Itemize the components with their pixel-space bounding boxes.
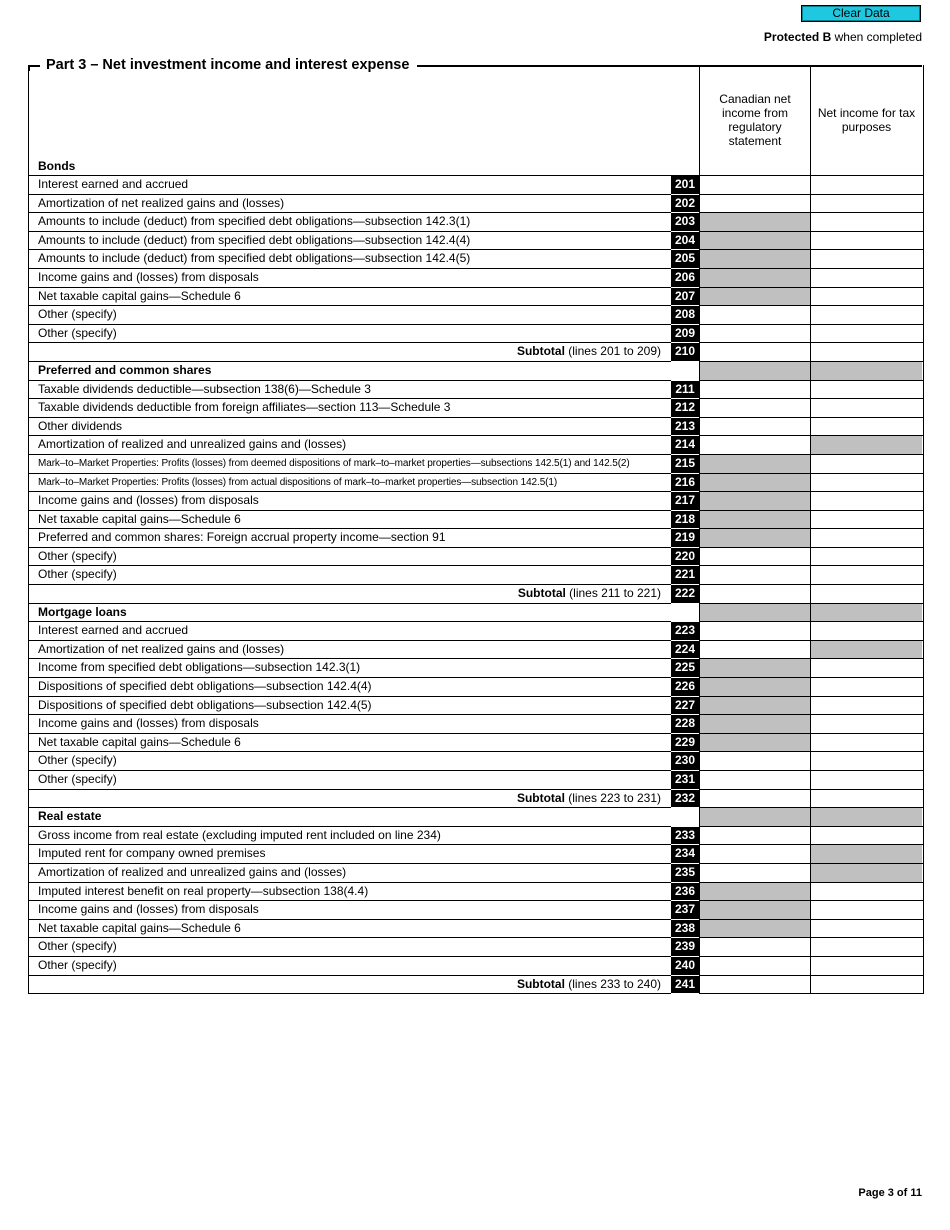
line-number: 232 — [671, 790, 699, 809]
line-label: Other (specify) — [38, 548, 117, 563]
input-regulatory-amount[interactable] — [699, 752, 810, 770]
section-heading-bonds: Bonds — [38, 159, 76, 173]
shaded-cell-tax — [810, 641, 922, 659]
shaded-cell-tax — [810, 604, 922, 622]
table-row — [29, 901, 923, 920]
input-tax-amount[interactable] — [810, 938, 922, 956]
shaded-cell-regulatory — [699, 455, 810, 473]
input-regulatory-amount[interactable] — [699, 845, 810, 863]
input-tax-amount[interactable] — [810, 678, 922, 696]
line-number: 225 — [671, 659, 699, 678]
table-row — [29, 269, 923, 288]
input-tax-amount[interactable] — [810, 697, 922, 715]
input-tax-amount[interactable] — [810, 474, 922, 492]
subtotal-label — [29, 790, 671, 808]
input-tax-amount[interactable] — [810, 306, 922, 324]
line-number: 226 — [671, 678, 699, 697]
table-row — [29, 418, 923, 437]
input-tax-amount[interactable] — [810, 585, 922, 603]
shaded-cell-regulatory — [699, 604, 810, 622]
shaded-cell-regulatory — [699, 920, 810, 938]
section-heading: Preferred and common shares — [38, 362, 212, 377]
line-number: 208 — [671, 306, 699, 325]
input-regulatory-amount[interactable] — [699, 195, 810, 213]
table-row — [29, 381, 923, 400]
line-number: 206 — [671, 269, 699, 288]
input-tax-amount[interactable] — [810, 529, 922, 547]
shaded-cell-tax — [810, 436, 922, 454]
line-label: Net taxable capital gains—Schedule 6 — [38, 734, 241, 749]
shaded-cell-regulatory — [699, 232, 810, 250]
line-number: 207 — [671, 288, 699, 307]
line-label: Mark–to–Market Properties: Profits (losses) from actual dispositions of mark–to–market properties—subsection 142.5(1) — [38, 476, 558, 488]
shaded-cell-regulatory — [699, 362, 810, 380]
table-row — [29, 864, 923, 883]
shaded-cell-regulatory — [699, 529, 810, 547]
line-label: Gross income from real estate (excluding imputed rent included on line 234) — [38, 827, 441, 842]
shaded-cell-regulatory — [699, 269, 810, 287]
table-row — [29, 957, 923, 976]
input-regulatory-amount[interactable] — [699, 418, 810, 436]
line-number: 224 — [671, 641, 699, 660]
page-number: Page 3 of 11 — [858, 1187, 922, 1199]
section-heading: Mortgage loans — [38, 604, 127, 619]
subtotal-row — [29, 585, 923, 604]
part-title — [28, 56, 922, 76]
subtotal-row — [29, 976, 923, 995]
line-number: 222 — [671, 585, 699, 604]
line-number: 203 — [671, 213, 699, 232]
input-tax-amount[interactable] — [810, 250, 922, 268]
line-number: 209 — [671, 325, 699, 344]
input-regulatory-amount[interactable] — [699, 325, 810, 343]
table-row — [29, 250, 923, 269]
line-number: 205 — [671, 250, 699, 269]
input-tax-amount[interactable] — [810, 213, 922, 231]
subtotal-range: (lines 223 to 231) — [564, 790, 661, 805]
line-label: Other (specify) — [38, 772, 117, 786]
table-row — [29, 883, 923, 902]
shaded-cell-tax — [810, 362, 922, 380]
protected-label: Protected B — [763, 30, 832, 44]
input-tax-amount[interactable] — [810, 232, 922, 250]
line-number: 212 — [671, 399, 699, 418]
line-number: 201 — [671, 176, 699, 195]
line-label: Dispositions of specified debt obligations—subsection 142.4(4) — [38, 679, 372, 694]
input-tax-amount[interactable] — [810, 920, 922, 938]
shaded-cell-regulatory — [699, 734, 810, 752]
subtotal-range: (lines 233 to 240) — [564, 976, 661, 991]
section-heading-row — [29, 362, 923, 381]
input-tax-amount[interactable] — [810, 752, 922, 770]
input-tax-amount[interactable] — [810, 418, 922, 436]
subtotal-bold: Subtotal — [517, 586, 566, 601]
line-label: Income gains and (losses) from disposals — [38, 269, 259, 284]
input-regulatory-amount[interactable] — [699, 957, 810, 975]
shaded-cell-regulatory — [699, 250, 810, 268]
section-heading-row — [29, 808, 923, 827]
protected-notice — [764, 30, 922, 44]
input-regulatory-amount[interactable] — [699, 771, 810, 789]
line-number: 239 — [671, 938, 699, 957]
column-header-regulatory: Canadian net income from regulatory statement — [699, 65, 810, 175]
input-tax-amount[interactable] — [810, 195, 922, 213]
line-number: 228 — [671, 715, 699, 734]
line-label: Dispositions of specified debt obligations—subsection 142.4(5) — [38, 697, 372, 712]
input-tax-amount[interactable] — [810, 715, 922, 733]
input-regulatory-amount[interactable] — [699, 622, 810, 640]
input-tax-amount[interactable] — [810, 790, 922, 808]
table-row — [29, 195, 923, 214]
subtotal-bold: Subtotal — [516, 976, 565, 991]
input-tax-amount[interactable] — [810, 734, 922, 752]
line-number: 211 — [671, 381, 699, 400]
table-row — [29, 641, 923, 660]
input-regulatory-amount[interactable] — [699, 790, 810, 808]
shaded-cell-regulatory — [699, 883, 810, 901]
input-regulatory-amount[interactable] — [699, 176, 810, 194]
line-label: Imputed interest benefit on real property—subsection 138(4.4) — [38, 883, 369, 898]
table-row — [29, 734, 923, 753]
input-regulatory-amount[interactable] — [699, 306, 810, 324]
input-regulatory-amount[interactable] — [699, 827, 810, 845]
line-label: Imputed rent for company owned premises — [38, 846, 266, 861]
input-tax-amount[interactable] — [810, 176, 922, 194]
line-number: 216 — [671, 474, 699, 493]
input-tax-amount[interactable] — [810, 901, 922, 919]
line-label: Taxable dividends deductible—subsection 138(6)—Schedule 3 — [38, 381, 371, 396]
shaded-cell-regulatory — [699, 492, 810, 510]
table-row — [29, 288, 923, 307]
shaded-cell-tax — [810, 864, 922, 882]
input-regulatory-amount[interactable] — [699, 343, 810, 361]
input-tax-amount[interactable] — [810, 492, 922, 510]
table-row — [29, 752, 923, 771]
shaded-cell-regulatory — [699, 678, 810, 696]
line-label: Interest earned and accrued — [38, 177, 189, 191]
table-row — [29, 920, 923, 939]
line-number: 234 — [671, 845, 699, 864]
line-label: Other (specify) — [38, 307, 117, 322]
input-tax-amount[interactable] — [810, 399, 922, 417]
line-number: 219 — [671, 529, 699, 548]
input-tax-amount[interactable] — [810, 343, 922, 361]
input-tax-amount[interactable] — [810, 566, 922, 584]
table-row — [29, 474, 923, 493]
line-number: 240 — [671, 957, 699, 976]
line-label: Other (specify) — [38, 939, 117, 954]
line-number: 235 — [671, 864, 699, 883]
subtotal-row — [29, 790, 923, 809]
line-label: Other (specify) — [38, 567, 117, 582]
line-label: Net taxable capital gains—Schedule 6 — [38, 920, 241, 935]
line-label: Amortization of net realized gains and (losses) — [38, 195, 285, 210]
line-label: Other (specify) — [38, 325, 117, 340]
input-regulatory-amount[interactable] — [699, 864, 810, 882]
table-row — [29, 938, 923, 957]
input-regulatory-amount[interactable] — [699, 938, 810, 956]
line-number: 204 — [671, 232, 699, 251]
table-row — [29, 325, 923, 344]
column-header-row — [29, 65, 923, 176]
line-number: 223 — [671, 622, 699, 641]
input-tax-amount[interactable] — [810, 511, 922, 529]
shaded-cell-regulatory — [699, 511, 810, 529]
input-regulatory-amount[interactable] — [699, 976, 810, 994]
line-number: 218 — [671, 511, 699, 530]
section-heading-row — [29, 604, 923, 623]
line-number: 214 — [671, 436, 699, 455]
line-label: Taxable dividends deductible from foreign affiliates—section 113—Schedule 3 — [38, 400, 451, 415]
line-number: 237 — [671, 901, 699, 920]
shaded-cell-tax — [810, 845, 922, 863]
shaded-cell-regulatory — [699, 213, 810, 231]
line-number: 233 — [671, 827, 699, 846]
line-label: Amounts to include (deduct) from specified debt obligations—subsection 142.4(5) — [38, 251, 471, 266]
input-tax-amount[interactable] — [810, 883, 922, 901]
line-label: Other (specify) — [38, 957, 117, 972]
line-label: Net taxable capital gains—Schedule 6 — [38, 288, 241, 303]
input-tax-amount[interactable] — [810, 288, 922, 306]
input-regulatory-amount[interactable] — [699, 399, 810, 417]
clear-data-button[interactable]: Clear Data — [801, 5, 921, 22]
part-3-form — [28, 65, 924, 994]
input-tax-amount[interactable] — [810, 622, 922, 640]
subtotal-range: (lines 211 to 221) — [565, 586, 661, 601]
line-number: 221 — [671, 566, 699, 585]
table-row — [29, 697, 923, 716]
input-tax-amount[interactable] — [810, 827, 922, 845]
line-label: Other (specify) — [38, 753, 117, 768]
subtotal-range: (lines 201 to 209) — [564, 344, 661, 359]
line-label: Interest earned and accrued — [38, 623, 189, 638]
subtotal-label — [29, 976, 671, 994]
input-tax-amount[interactable] — [810, 976, 922, 994]
line-label: Income gains and (losses) from disposals — [38, 716, 259, 731]
line-number: 230 — [671, 752, 699, 771]
subtotal-bold: Subtotal — [516, 790, 565, 805]
part-title-text: Part 3 – Net investment income and interest expense — [40, 56, 417, 74]
line-number: 213 — [671, 418, 699, 437]
line-number: 241 — [671, 976, 699, 995]
table-row — [29, 548, 923, 567]
line-label: Mark–to–Market Properties: Profits (losses) from deemed dispositions of mark–to–market properties—subsections 142.5(1) and 142.5(2) — [38, 457, 630, 469]
line-number: 220 — [671, 548, 699, 567]
input-regulatory-amount[interactable] — [699, 641, 810, 659]
protected-suffix: when completed — [831, 30, 922, 44]
line-label: Income from specified debt obligations—subsection 142.3(1) — [38, 660, 361, 675]
table-row — [29, 213, 923, 232]
line-label: Income gains and (losses) from disposals — [38, 493, 259, 508]
input-tax-amount[interactable] — [810, 455, 922, 473]
input-regulatory-amount[interactable] — [699, 436, 810, 454]
shaded-cell-regulatory — [699, 659, 810, 677]
table-row — [29, 678, 923, 697]
line-label: Amounts to include (deduct) from specified debt obligations—subsection 142.4(4) — [38, 232, 471, 247]
shaded-cell-regulatory — [699, 697, 810, 715]
line-label: Net taxable capital gains—Schedule 6 — [38, 511, 241, 526]
input-regulatory-amount[interactable] — [699, 585, 810, 603]
line-label: Other dividends — [38, 418, 123, 433]
line-number: 231 — [671, 771, 699, 790]
table-row — [29, 715, 923, 734]
line-number: 202 — [671, 195, 699, 214]
input-tax-amount[interactable] — [810, 325, 922, 343]
input-regulatory-amount[interactable] — [699, 381, 810, 399]
shaded-cell-tax — [810, 808, 922, 826]
shaded-cell-regulatory — [699, 288, 810, 306]
table-row — [29, 436, 923, 455]
input-tax-amount[interactable] — [810, 957, 922, 975]
table-row — [29, 492, 923, 511]
input-tax-amount[interactable] — [810, 659, 922, 677]
line-number: 217 — [671, 492, 699, 511]
line-label: Amortization of realized and unrealized gains and (losses) — [38, 864, 347, 879]
table-row — [29, 827, 923, 846]
input-regulatory-amount[interactable] — [699, 566, 810, 584]
shaded-cell-regulatory — [699, 474, 810, 492]
subtotal-label — [29, 585, 671, 603]
line-label: Amounts to include (deduct) from specified debt obligations—subsection 142.3(1) — [38, 214, 471, 229]
shaded-cell-regulatory — [699, 808, 810, 826]
line-number: 229 — [671, 734, 699, 753]
line-label: Amortization of realized and unrealized gains and (losses) — [38, 437, 347, 452]
line-number: 236 — [671, 883, 699, 902]
table-row — [29, 622, 923, 641]
subtotal-bold: Subtotal — [516, 344, 565, 359]
input-regulatory-amount[interactable] — [699, 548, 810, 566]
table-row — [29, 176, 923, 195]
line-number: 215 — [671, 455, 699, 474]
table-row — [29, 232, 923, 251]
shaded-cell-regulatory — [699, 901, 810, 919]
subtotal-row — [29, 343, 923, 362]
line-label: Amortization of net realized gains and (losses) — [38, 641, 285, 656]
table-row — [29, 845, 923, 864]
subtotal-label — [29, 343, 671, 361]
table-row — [29, 659, 923, 678]
line-number: 227 — [671, 697, 699, 716]
input-tax-amount[interactable] — [810, 269, 922, 287]
table-row — [29, 399, 923, 418]
line-number: 210 — [671, 343, 699, 362]
input-tax-amount[interactable] — [810, 771, 922, 789]
line-label: Income gains and (losses) from disposals — [38, 902, 259, 917]
table-row — [29, 566, 923, 585]
table-row — [29, 771, 923, 790]
table-row — [29, 529, 923, 548]
shaded-cell-regulatory — [699, 715, 810, 733]
input-tax-amount[interactable] — [810, 548, 922, 566]
column-header-tax: Net income for tax purposes — [810, 65, 922, 175]
section-heading: Real estate — [38, 809, 102, 824]
table-row — [29, 306, 923, 325]
table-row — [29, 511, 923, 530]
line-label: Preferred and common shares: Foreign accrual property income—section 91 — [38, 530, 446, 545]
line-number: 238 — [671, 920, 699, 939]
header-label-area — [29, 65, 671, 175]
form-rows — [29, 176, 923, 994]
table-row — [29, 455, 923, 474]
input-tax-amount[interactable] — [810, 381, 922, 399]
